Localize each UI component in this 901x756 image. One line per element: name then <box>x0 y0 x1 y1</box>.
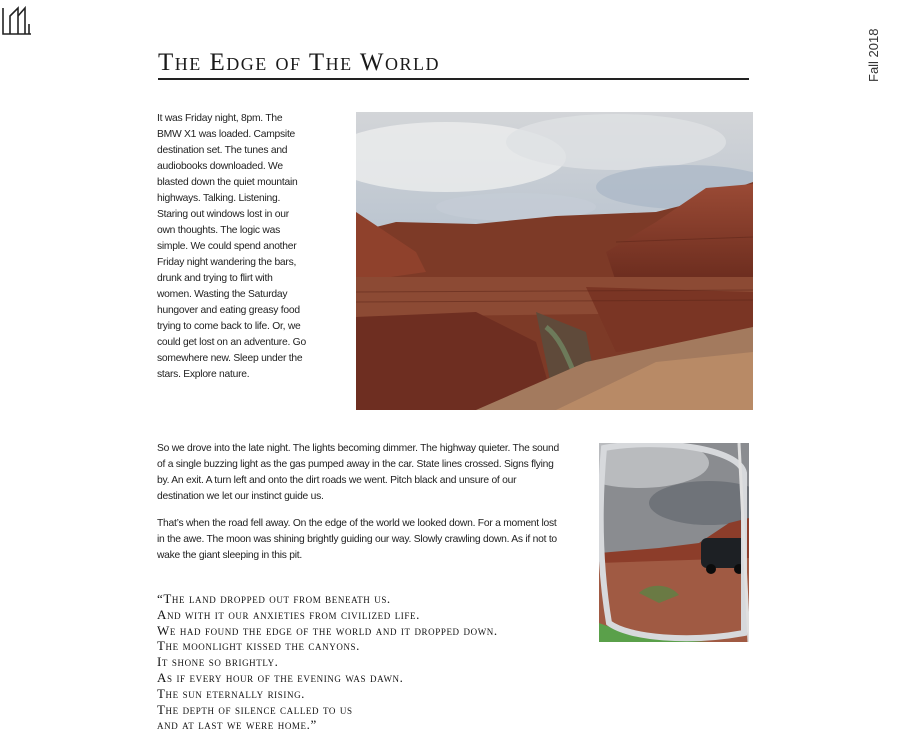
article-title: The Edge of The World <box>158 48 749 80</box>
article-paragraph-3: That’s when the road fell away. On the edge of the world we looked down. For a moment lost in the awe. The moon was shining brightly guiding our way. Slowly crawling down. As if not to wake the giant sleeping in this pit. <box>157 518 557 561</box>
quote-line: And with it our anxieties from civilized life. <box>157 606 420 622</box>
canyon-photo <box>356 112 753 410</box>
quote-line: We had found the edge of the world and it dropped down. <box>157 622 498 638</box>
article-paragraph-1: It was Friday night, 8pm. The BMW X1 was loaded. Campsite destination set. The tunes and audiobooks downloaded. We blasted down the quiet mountain highways. Talking. Listening. Staring out windows lost in our own thoughts. The logic was simple. We could spend another Friday night wandering the bars, drunk and trying to flirt with women. Wasting the Saturday hungover and eating greasy food trying to come back to life. Or, we could get lost on an adventure. Go somewhere new. Sleep under the stars. Explore nature. <box>157 113 306 380</box>
pull-quote <box>157 591 577 733</box>
quote-line: and at last we were home.” <box>157 717 317 733</box>
quote-line: The sun eternally rising. <box>157 685 306 701</box>
quote-line: The depth of silence called to us <box>157 701 353 717</box>
quote-line: As if every hour of the evening was dawn. <box>157 669 404 685</box>
article-paragraph-2: So we drove into the late night. The lights becoming dimmer. The highway quieter. The sound of a single buzzing light as the gas pumped away in the car. State lines crossed. Signs flying by. An exit. A turn left and onto the dirt roads we went. Pitch black and unsure of our destination we let our instinct guide us. <box>157 443 559 502</box>
quote-line: It shone so brightly. <box>157 654 279 670</box>
side-mirror-photo <box>599 443 749 642</box>
monogram-logo-icon <box>1 6 33 36</box>
quote-line: “The land dropped out from beneath us. <box>157 591 391 606</box>
quote-line: The moonlight kissed the canyons. <box>157 638 360 654</box>
season-label: Fall 2018 <box>866 28 881 82</box>
